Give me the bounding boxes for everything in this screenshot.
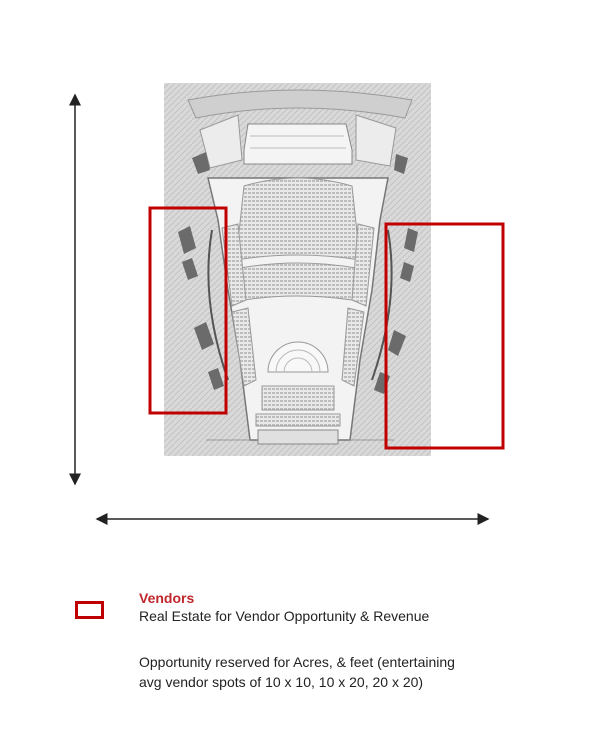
note-line-2: avg vendor spots of 10 x 10, 10 x 20, 20 x 20) [139, 674, 424, 690]
legend-subtitle: Real Estate for Vendor Opportunity & Revenue [139, 608, 430, 624]
note-line-1: Opportunity reserved for Acres, & feet (entertaining [139, 654, 455, 670]
vendor-legend-swatch [75, 601, 104, 619]
opportunity-note [139, 652, 455, 692]
legend-title: Vendors [139, 590, 195, 606]
venue-floor-plan [164, 83, 431, 456]
